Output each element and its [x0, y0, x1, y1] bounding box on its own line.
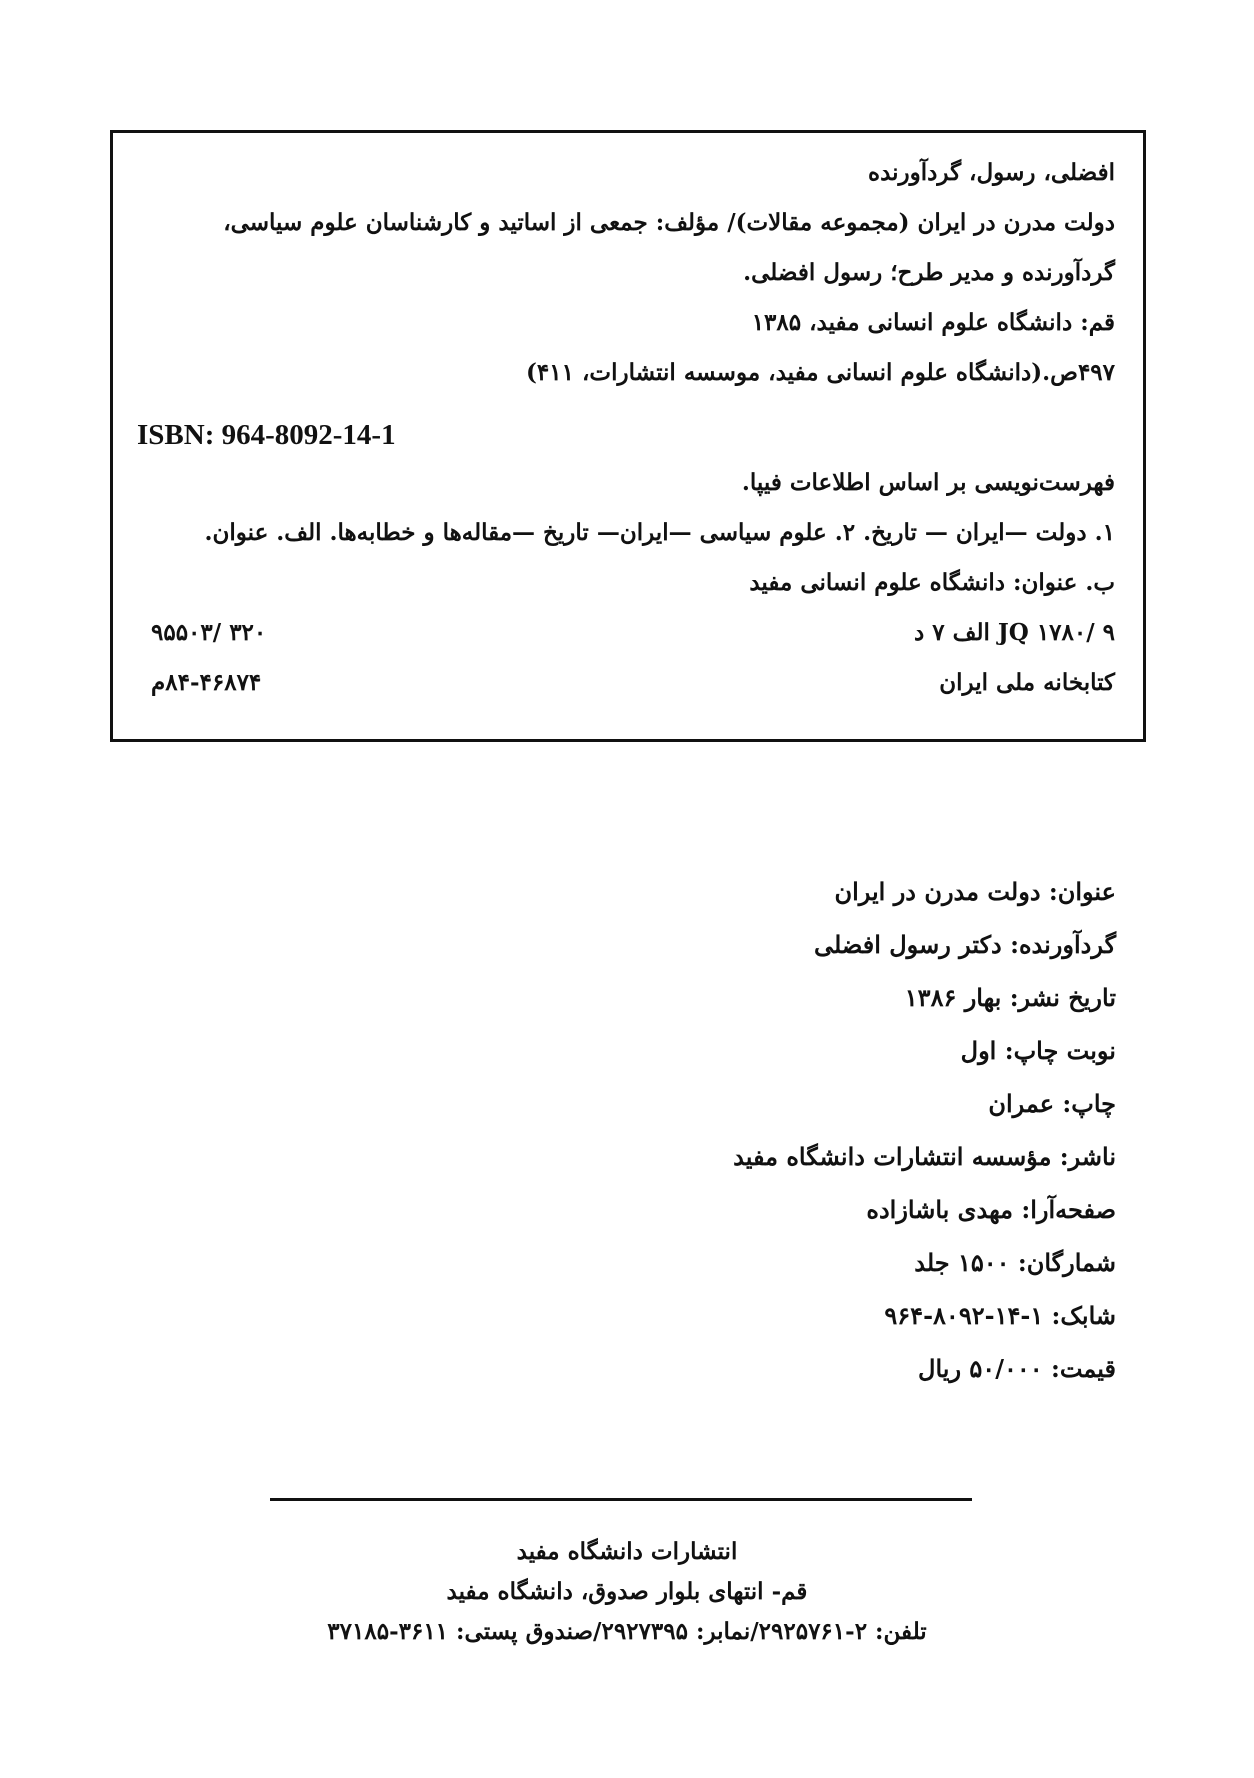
cip-compiler: گردآورنده و مدیر طرح؛ رسول افضلی.	[743, 259, 1115, 286]
cip-imprint: قم: دانشگاه علوم انسانی مفید، ۱۳۸۵	[751, 309, 1115, 336]
cip-classification: JQ ۱۷۸۰/ ۹ الف ۷ د	[914, 619, 1115, 646]
detail-date: تاریخ نشر: بهار ۱۳۸۶	[904, 983, 1116, 1012]
publisher-info	[0, 1540, 1254, 1660]
cip-isbn: ISBN: 964-8092-14-1	[137, 419, 396, 451]
detail-publisher: ناشر: مؤسسه انتشارات دانشگاه مفید	[733, 1142, 1116, 1171]
book-details	[733, 877, 1116, 1410]
detail-copies: شمارگان: ۱۵۰۰ جلد	[914, 1248, 1116, 1277]
cip-record-box	[110, 130, 1146, 742]
cip-title: دولت مدرن در ایران (مجموعه مقالات)/ مؤلف: جمعی از اساتید و کارشناسان علوم سیاسی،	[223, 209, 1115, 236]
cip-pages: ۴۹۷ص.(دانشگاه علوم انسانی مفید، موسسه انتشارات، ۴۱۱)	[526, 359, 1115, 386]
divider	[270, 1498, 972, 1501]
detail-isbn: شابک: ۱-۱۴-۸۰۹۲-۹۶۴	[884, 1301, 1116, 1330]
publisher-address: قم- انتهای بلوار صدوق، دانشگاه مفید	[446, 1578, 808, 1605]
cip-library-number: ۸۴-۴۶۸۷۴م	[151, 669, 262, 696]
cip-dewey: ۳۲۰ /۹۵۵۰۳	[151, 619, 267, 646]
cip-note: فهرست‌نویسی بر اساس اطلاعات فیپا.	[741, 469, 1115, 496]
publisher-contact: تلفن: ۲-۲۹۲۵۷۶۱/نمابر: ۲۹۲۷۳۹۵/صندوق پستی: ۳۶۱۱-۳۷۱۸۵	[327, 1618, 927, 1645]
detail-title: عنوان: دولت مدرن در ایران	[834, 877, 1116, 906]
detail-compiler: گردآورنده: دکتر رسول افضلی	[813, 930, 1116, 959]
detail-print: چاپ: عمران	[988, 1089, 1116, 1118]
cip-library: کتابخانه ملی ایران	[939, 669, 1115, 696]
detail-price: قیمت: ۵۰/۰۰۰ ریال	[918, 1354, 1116, 1383]
cip-added-title: ب. عنوان: دانشگاه علوم انسانی مفید	[749, 569, 1115, 596]
cip-author: افضلی، رسول، گردآورنده	[868, 159, 1115, 186]
detail-layout: صفحه‌آرا: مهدی باشازاده	[866, 1195, 1116, 1224]
publisher-name: انتشارات دانشگاه مفید	[516, 1538, 738, 1565]
cip-subjects: ۱. دولت —ایران — تاریخ. ۲. علوم سیاسی —ایران— تاریخ —مقاله‌ها و خطابه‌ها. الف. عنوان.	[204, 519, 1115, 546]
detail-edition: نوبت چاپ: اول	[960, 1036, 1116, 1065]
